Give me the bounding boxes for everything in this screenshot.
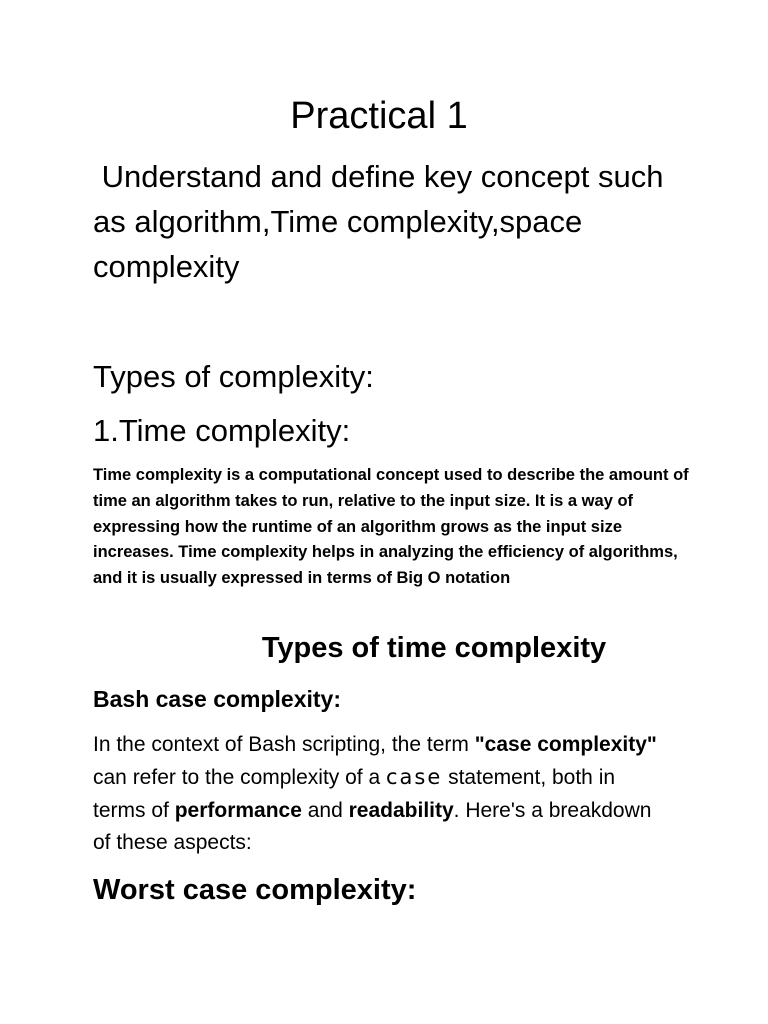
bash-case-paragraph	[93, 729, 673, 859]
worst-case-complexity-heading: Worst case complexity:	[93, 874, 417, 906]
types-of-complexity-heading: Types of complexity:	[93, 359, 374, 394]
types-of-time-complexity-heading: Types of time complexity	[261, 632, 607, 664]
bash-text-3: statement, both in terms of	[93, 766, 616, 822]
bash-text-1: In the context of Bash scripting, the term	[93, 733, 475, 756]
practical-objective: Understand and define key concept such as algorithm,Time complexity,space complexity	[93, 159, 673, 284]
bash-text-5: . Here's a breakdown of these aspects:	[93, 798, 652, 854]
document-title: Practical 1	[290, 95, 468, 137]
time-complexity-heading: 1.Time complexity:	[93, 413, 351, 448]
bash-text-2: can refer to the complexity of a	[93, 766, 386, 790]
bash-text-4: and	[301, 798, 349, 822]
bash-case-complexity-heading: Bash case complexity:	[93, 686, 342, 712]
bash-bold-readability: readability	[348, 798, 454, 822]
time-complexity-description: Time complexity is a computational concept used to describe the amount of time an algorithm takes to run, relative to the input size. It is a way of expressing how the runtime of an algorithm grows as the input size increases. Time complexity helps in analyzing the efficiency of algorithms, and it is usually expressed in terms of Big O notation	[93, 466, 689, 588]
bash-bold-case-complexity: "case complexity"	[474, 733, 657, 756]
bash-bold-performance: performance	[174, 798, 302, 822]
bash-code-case: case	[385, 765, 443, 790]
